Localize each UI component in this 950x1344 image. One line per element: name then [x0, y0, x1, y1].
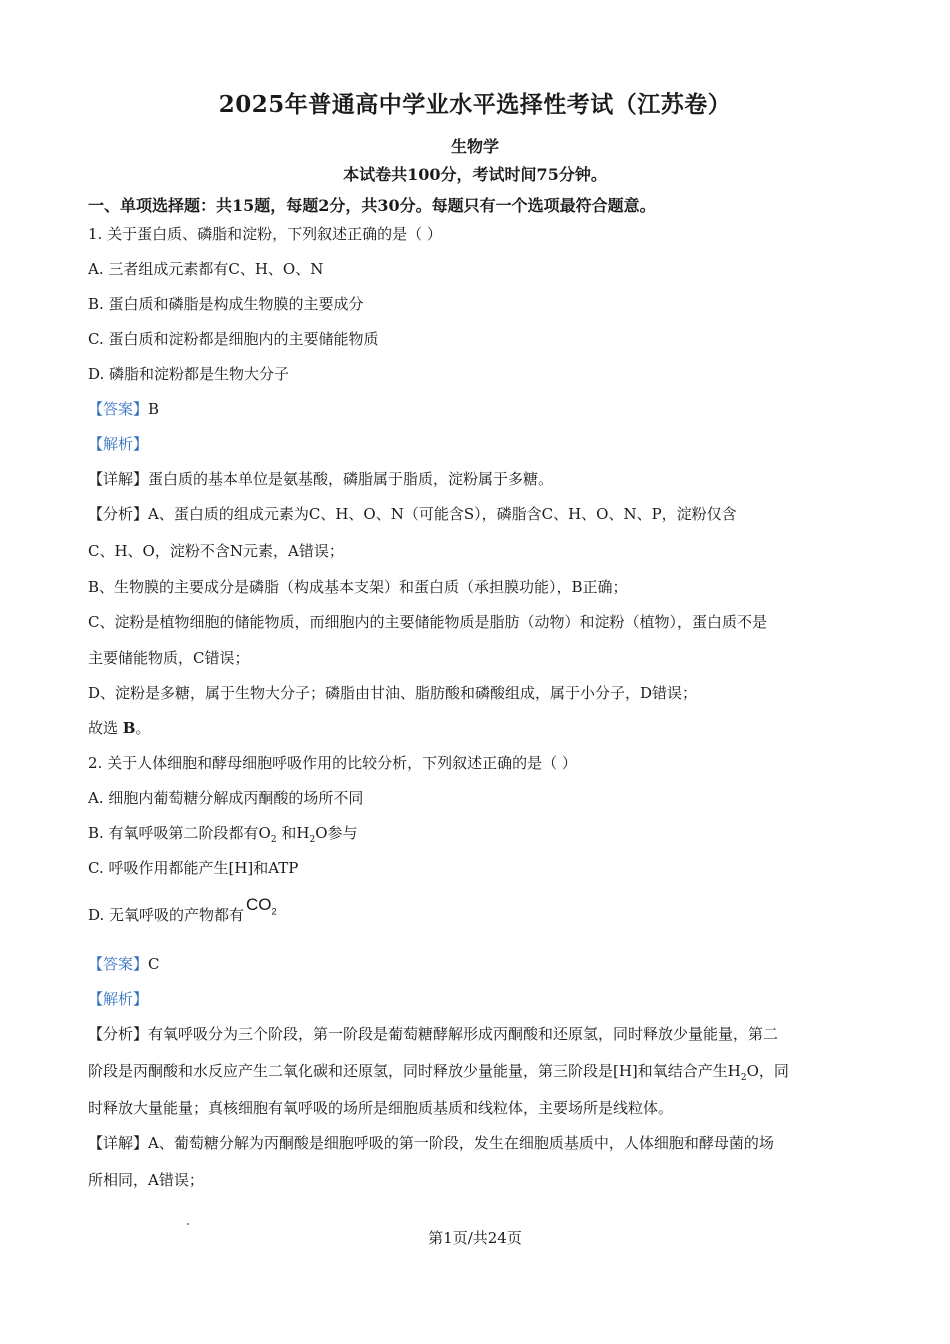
q1-option-a: A. 三者组成元素都有C、H、O、N — [88, 260, 324, 278]
q2-fenxi-2 — [88, 1061, 789, 1088]
q2-stem: 2. 关于人体细胞和酵母细胞呼吸作用的比较分析，下列叙述正确的是（ ） — [88, 754, 577, 772]
fenxi-2b: O，同 — [746, 1062, 789, 1080]
detail-tag: 【详解】 — [88, 1134, 149, 1152]
co2-main: CO — [246, 895, 272, 914]
page-number: 第1页/共24页 — [428, 1229, 522, 1247]
q1-detail — [88, 469, 553, 489]
stray-mark — [187, 1223, 189, 1225]
q2-detail-2: 所相同，A错误； — [88, 1171, 204, 1189]
q1-fenxi-1 — [88, 504, 737, 524]
q2-option-b-part3: O参与 — [315, 824, 358, 842]
q2-option-d — [88, 895, 277, 931]
q2-analysis-tag — [88, 989, 148, 1009]
fenxi-tag: 【分析】 — [88, 505, 149, 523]
answer-value: C — [148, 955, 160, 973]
conclusion-letter: B — [122, 719, 136, 737]
subscript: 2 — [740, 1073, 747, 1083]
q2-option-b-part2: 和H — [281, 824, 310, 842]
answer-tag: 【答案】 — [88, 400, 149, 418]
answer-value: B — [148, 400, 160, 418]
conclusion-prefix: 故选 — [88, 719, 119, 737]
q1-option-d: D. 磷脂和淀粉都是生物大分子 — [88, 365, 290, 383]
fenxi-text: A、蛋白质的组成元素为C、H、O、N（可能含S），磷脂含C、H、O、N、P，淀粉仅含 — [148, 505, 737, 523]
subject-name: 生物学 — [450, 137, 499, 156]
fenxi-text: 有氧呼吸分为三个阶段，第一阶段是葡萄糖酵解形成丙酮酸和还原氢，同时释放少量能量，第二 — [148, 1025, 779, 1043]
q1-fenxi-3: B、生物膜的主要成分是磷脂（构成基本支架）和蛋白质（承担膜功能），B正确； — [88, 578, 628, 596]
q1-option-b: B. 蛋白质和磷脂是构成生物膜的主要成分 — [88, 295, 364, 313]
fenxi-2a: 阶段是丙酮酸和水反应产生二氧化碳和还原氢，同时释放少量能量，第三阶段是[H]和氧结合产生H — [88, 1062, 741, 1080]
q2-fenxi-3: 时释放大量能量；真核细胞有氧呼吸的场所是细胞质基质和线粒体，主要场所是线粒体。 — [88, 1099, 674, 1117]
q1-fenxi-5: 主要储能物质，C错误； — [88, 649, 250, 667]
co2-formula — [246, 895, 277, 921]
answer-tag: 【答案】 — [88, 955, 149, 973]
q2-option-c: C. 呼吸作用都能产生[H]和ATP — [88, 859, 299, 877]
q1-option-c: C. 蛋白质和淀粉都是细胞内的主要储能物质 — [88, 330, 379, 348]
exam-title: 2025年普通高中学业水平选择性考试（江苏卷） — [218, 91, 732, 118]
q2-option-b — [88, 823, 358, 850]
detail-text: 蛋白质的基本单位是氨基酸，磷脂属于脂质，淀粉属于多糖。 — [148, 470, 554, 488]
q1-fenxi-4: C、淀粉是植物细胞的储能物质，而细胞内的主要储能物质是脂肪（动物）和淀粉（植物），蛋白质不是 — [88, 613, 767, 631]
exam-info: 本试卷共100分，考试时间75分钟。 — [343, 165, 607, 184]
q1-fenxi-6: D、淀粉是多糖，属于生物大分子；磷脂由甘油、脂肪酸和磷酸组成，属于小分子，D错误； — [88, 684, 698, 702]
detail-text: A、葡萄糖分解为丙酮酸是细胞呼吸的第一阶段，发生在细胞质基质中，人体细胞和酵母菌的场 — [148, 1134, 774, 1152]
q2-fenxi-1 — [88, 1024, 778, 1044]
q1-fenxi-2: C、H、O，淀粉不含N元素，A错误； — [88, 542, 344, 560]
q1-analysis-tag — [88, 434, 148, 454]
q2-answer — [88, 954, 160, 974]
analysis-tag: 【解析】 — [88, 990, 149, 1008]
q2-detail-1 — [88, 1133, 774, 1153]
detail-tag: 【详解】 — [88, 470, 149, 488]
q1-stem: 1. 关于蛋白质、磷脂和淀粉，下列叙述正确的是（ ） — [88, 225, 442, 243]
subscript: 2 — [309, 835, 316, 845]
fenxi-tag: 【分析】 — [88, 1025, 149, 1043]
analysis-tag: 【解析】 — [88, 435, 149, 453]
co2-sub: 2 — [271, 906, 277, 917]
q2-option-a: A. 细胞内葡萄糖分解成丙酮酸的场所不同 — [88, 789, 364, 807]
conclusion-suffix: 。 — [135, 719, 151, 737]
q2-option-d-text: D. 无氧呼吸的产物都有 — [88, 906, 245, 924]
subscript: 2 — [270, 835, 277, 845]
q1-conclusion — [88, 718, 151, 738]
q1-answer — [88, 399, 159, 419]
q2-option-b-part1: B. 有氧呼吸第二阶段都有O — [88, 824, 271, 842]
section-heading: 一、单项选择题：共15题，每题2分，共30分。每题只有一个选项最符合题意。 — [88, 196, 656, 215]
